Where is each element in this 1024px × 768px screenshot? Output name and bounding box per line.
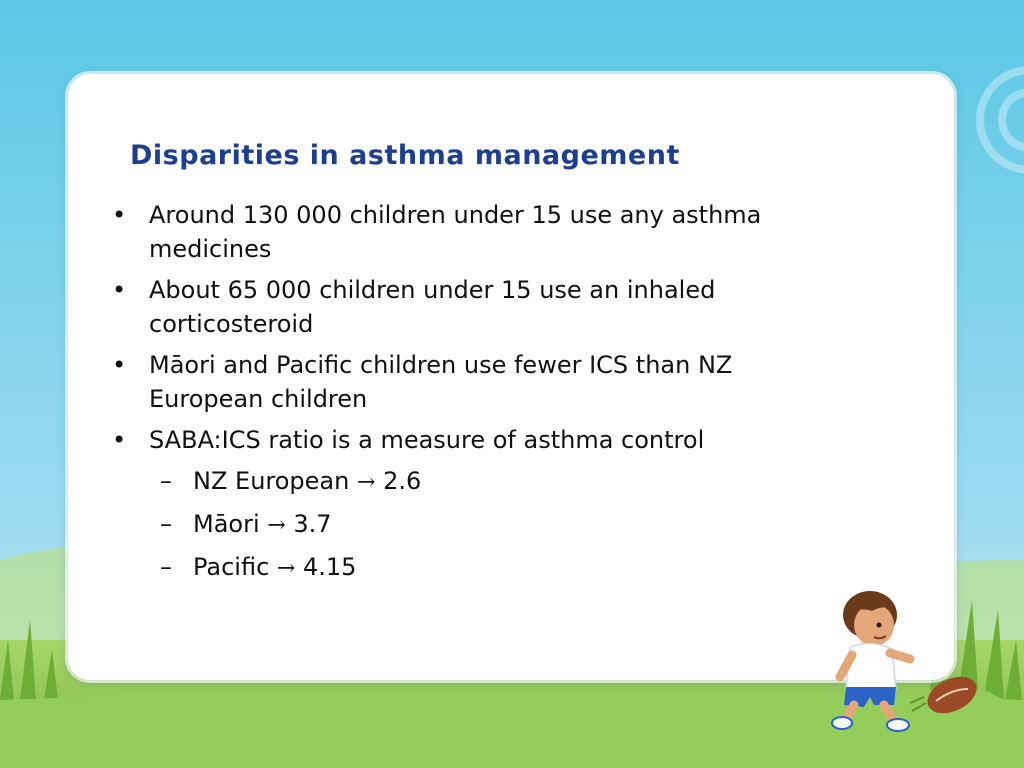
bullet-text: Around 130 000 children under 15 use any asthma medicines bbox=[149, 201, 762, 263]
sub-bullet-item bbox=[112, 464, 832, 500]
sub-bullet-item bbox=[112, 550, 832, 586]
ratio-value: 2.6 bbox=[383, 467, 422, 495]
bullet-item bbox=[112, 348, 832, 416]
ratio-label: Pacific bbox=[193, 553, 270, 581]
bullet-mark: • bbox=[112, 276, 127, 304]
dash-mark: – bbox=[160, 510, 172, 538]
bullet-text: Māori and Pacific children use fewer ICS than NZ European children bbox=[149, 351, 733, 413]
dash-mark: – bbox=[160, 553, 172, 581]
bullet-item bbox=[112, 423, 832, 457]
bullet-list bbox=[112, 198, 832, 593]
boy bbox=[832, 591, 910, 731]
ratio-value: 4.15 bbox=[303, 553, 357, 581]
bullet-mark: • bbox=[112, 201, 127, 229]
ratio-value: 3.7 bbox=[293, 510, 332, 538]
arrow-icon: → bbox=[356, 470, 376, 495]
ratio-label: Māori bbox=[193, 510, 260, 538]
dash-mark: – bbox=[160, 467, 172, 495]
rugby-ball-icon bbox=[910, 670, 982, 721]
bullet-text: About 65 000 children under 15 use an inhaled corticosteroid bbox=[149, 276, 716, 338]
arrow-icon: → bbox=[276, 556, 296, 581]
bullet-item bbox=[112, 273, 832, 341]
arrow-icon: → bbox=[267, 513, 286, 538]
bullet-item bbox=[112, 198, 832, 266]
boy-kicking-ball-illustration bbox=[800, 585, 990, 735]
slide-title: Disparities in asthma management bbox=[130, 140, 680, 171]
bullet-mark: • bbox=[112, 426, 127, 454]
bullet-text: SABA:ICS ratio is a measure of asthma control bbox=[149, 426, 705, 454]
bullet-mark: • bbox=[112, 351, 127, 379]
ratio-label: NZ European bbox=[193, 467, 350, 495]
sub-bullet-item bbox=[112, 507, 832, 543]
